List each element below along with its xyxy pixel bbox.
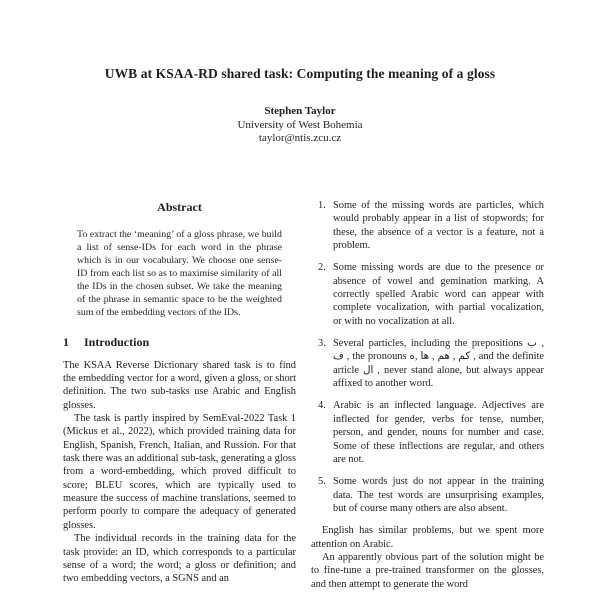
- abstract-heading: Abstract: [157, 200, 202, 214]
- paper-header: [0, 0, 600, 146]
- closing-paragraphs: [311, 524, 544, 591]
- section-heading-introduction: [63, 336, 296, 349]
- section-title: Introduction: [84, 335, 150, 350]
- list-item: [311, 399, 544, 466]
- list-item: [311, 199, 544, 252]
- list-item-number: 2.: [318, 262, 326, 274]
- section-number: 1: [63, 335, 69, 350]
- list-item-text: Several particles, including the prepositions ب‎ , ف‎ , the pronouns ه‎, ها‎ , هم‎ , كم‎ , and the definite article ال‎ , never stand alone, but always appear affixed to another word.: [333, 338, 545, 390]
- author-email: taylor@ntis.zcu.cz: [258, 132, 342, 144]
- author-affiliation: University of West Bohemia: [237, 118, 363, 131]
- author-name: Stephen Taylor: [264, 105, 336, 117]
- left-column: [63, 199, 296, 591]
- list-item-text: Some words just do not appear in the training data. The test words are unsurprising examples, but of course many others are also absent.: [333, 476, 544, 514]
- intro-paragraph: The KSAA Reverse Dictionary shared task is to find the embedding vector for a word, given a gloss, or short definition. The two sub-tasks use Arabic and English glosses.: [63, 359, 296, 411]
- two-column-body: [63, 199, 544, 591]
- list-item-number: 4.: [318, 400, 326, 412]
- list-item-text: Some of the missing words are particles, which would probably appear in a list of stopwords; for these, the absence of a vector is a feature, not a problem.: [333, 200, 544, 252]
- author-block: [0, 105, 600, 146]
- list-item-text: Arabic is an inflected language. Adjectives are inflected for gender, verbs for tense, number, person, and gender, nouns for number and case. Some of these inflections are regular, and others are not.: [333, 400, 544, 465]
- body-paragraph: English has similar problems, but we spent more attention on Arabic.: [311, 525, 544, 550]
- list-item: [311, 261, 544, 328]
- body-paragraph: An apparently obvious part of the solution might be to fine-tune a pre-trained transformer on the glosses, and then attempt to generate the word: [311, 551, 544, 590]
- paper-title: UWB at KSAA-RD shared task: Computing the meaning of a gloss: [104, 66, 496, 81]
- list-item: [311, 475, 544, 515]
- right-column: [311, 199, 544, 591]
- intro-paragraph: The task is partly inspired by SemEval-2022 Task 1 (Mickus et al., 2022), which provided training data for English, Spanish, French, Italian, and Russion. For that task there was an additional sub-task, generating a gloss from a word-embedding, which proved difficult to score; BLEU scores, which are typically used to measure the success of machine translations, seemed to perform poorly to compare the adequacy of generated glosses.: [63, 413, 296, 531]
- list-item-text: Some missing words are due to the presence or absence of vowel and gemination marking. A correctly spelled Arabic word can appear with complete vocalization, with partial vocalization, or with no vocalization at all.: [333, 262, 544, 327]
- list-item: [311, 337, 544, 390]
- list-item-number: 5.: [318, 476, 326, 488]
- intro-paragraph: The individual records in the training data for the task provide: an ID, which corresponds to a particular sense of a word; the word; a gloss or definition; and two embedding vectors, a SGNS and an: [63, 533, 296, 585]
- abstract-text: To extract the ‘meaning’ of a gloss phrase, we build a list of sense-IDs for each word in the phrase which is in our vocabulary. We choose one sense-ID from each list so as to maximise similarity of all the IDs in the chosen subset. We take the meaning of the phrase in semantic space to be the weighted sum of the embedding vectors of the IDs.: [77, 229, 282, 319]
- abstract-section: [63, 201, 296, 319]
- list-item-number: 1.: [318, 200, 326, 211]
- list-item-number: 3.: [318, 338, 326, 350]
